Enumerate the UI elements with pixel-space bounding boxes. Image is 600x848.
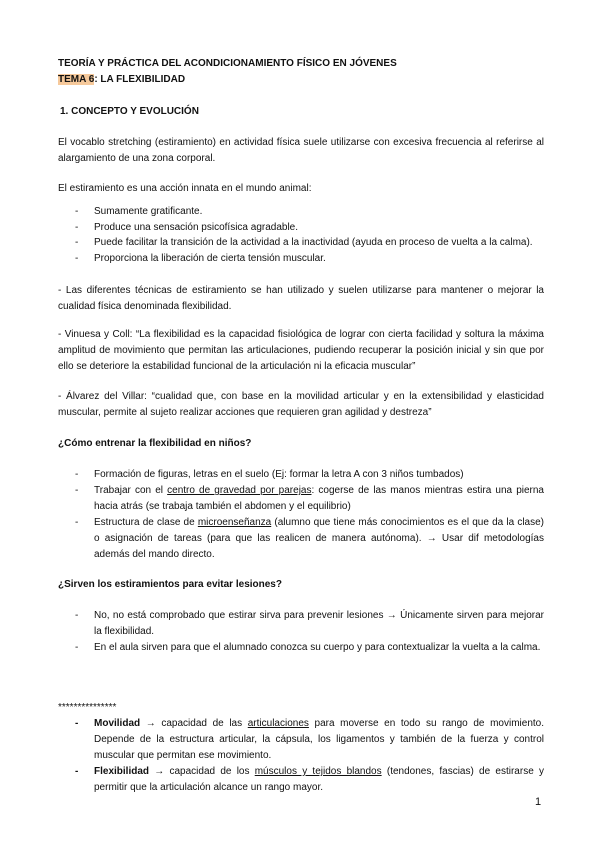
question-heading: ¿Sirven los estiramientos para evitar lesiones? [58,579,282,590]
topic-name: : LA FLEXIBILIDAD [94,74,186,85]
course-title: TEORÍA Y PRÁCTICA DEL ACONDICIONAMIENTO FÍSICO EN JÓVENES [58,58,397,69]
paragraph-techniques: - Las diferentes técnicas de estiramiento se han utilizado y suelen utilizarse para mantener o mejorar la cualidad física denominada flexibilidad. [58,285,544,312]
paragraph-alvarez-villar: - Álvarez del Villar: “cualidad que, con base en la movilidad articular y en la extensibilidad y elasticidad muscular, permite al sujeto realizar acciones que requieren gran agilidad y destreza” [58,391,544,418]
page-number: 1 [535,796,542,808]
topic-label-highlight: TEMA 6 [58,74,95,85]
separator-stars: *************** [58,702,117,713]
topic-title [58,72,544,88]
document-page: TEORÍA Y PRÁCTICA DEL ACONDICIONAMIENTO FÍSICO EN JÓVENES TEMA 6: LA FLEXIBILIDAD 1. CONCEPTO Y EVOLUCIÓN El vocablo stretching (estiramiento) en actividad física suele utilizarse con excesiva frecuencia al referirse al alargamiento de una zona corporal. El estiramiento es una acción innata en el mundo animal: - Sumamente gratificante. - Produce una sensación psicofísica agradable. - Puede facilitar la transición de la actividad a la inactividad (ayuda en proceso de vuelta a la calma). - Proporciona la liberación de cierta tensión muscular. - Las diferentes técnicas de estiramiento se han utilizado y suelen utilizarse para mantener o mejorar la cualidad física denominada flexibilidad. - Vinuesa y Coll: “La flexibilidad es la capacidad fisiológica de lograr con cierta facilidad y soltura la máxima amplitud de movimiento que permitan las articulaciones, pudiendo recuperar la posición inicial y sin que por ello se deteriore la estabilidad funcional de la articulación ni la eficacia muscular” - Álvarez del Villar: “cualidad que, con base en la movilidad articular y en la extensibilidad y elasticidad muscular, permite al sujeto realizar acciones que requieren gran agilidad y destreza” ¿Cómo entrenar la flexibilidad en niños? - Formación de figuras, letras en el suelo (Ej: formar la letra A con 3 niños tumbados) - Trabajar con el centro de gravedad por parejas: cogerse de las manos mientras estira una pierna hacia atrás (se trabaja también el abdomen y el equilibrio) - Estructura de clase de microenseñanza (alumno que tiene más conocimientos es el que da la clase) o asignación de tareas (para que las realicen de manera autónoma). → Usar dif metodologías además del mando directo. ¿Sirven los estiramientos para evitar lesiones? - No, no está comprobado que estirar sirva para prevenir lesiones → Únicamente sirven para mejorar la flexibilidad. - En el aula sirven para que el alumnado conozca su cuerpo y para contextualizar la vuelta a la calma. *************** - Movilidad → capacidad de las articulaciones para moverse en todo su rango de movimiento. Depende de la estructura articular, la cápsula, los ligamentos y también de la fuerza y control muscular que permitan ese movimiento. - Flexibilidad → capacidad de los músculos y tejidos blandos (tendones, fascias) de estirarse y permitir que la articulación alcance un rango mayor. 1 [58,58,545,808]
question-heading: ¿Cómo entrenar la flexibilidad en niños? [58,438,252,449]
paragraph-innate: El estiramiento es una acción innata en el mundo animal: [58,183,312,194]
paragraph-stretching: El vocablo stretching (estiramiento) en actividad física suele utilizarse con excesiva frecuencia al referirse al alargamiento de una zona corporal. [58,137,544,164]
paragraph-vinuesa-coll: - Vinuesa y Coll: “La flexibilidad es la capacidad fisiológica de lograr con cierta facilidad y soltura la máxima amplitud de movimiento que permitan las articulaciones, pudiendo recuperar la posición inicial y sin que por ello se deteriore la estabilidad funcional de la articulación ni la eficacia muscular” [58,329,544,372]
section-heading: 1. CONCEPTO Y EVOLUCIÓN [60,106,199,117]
